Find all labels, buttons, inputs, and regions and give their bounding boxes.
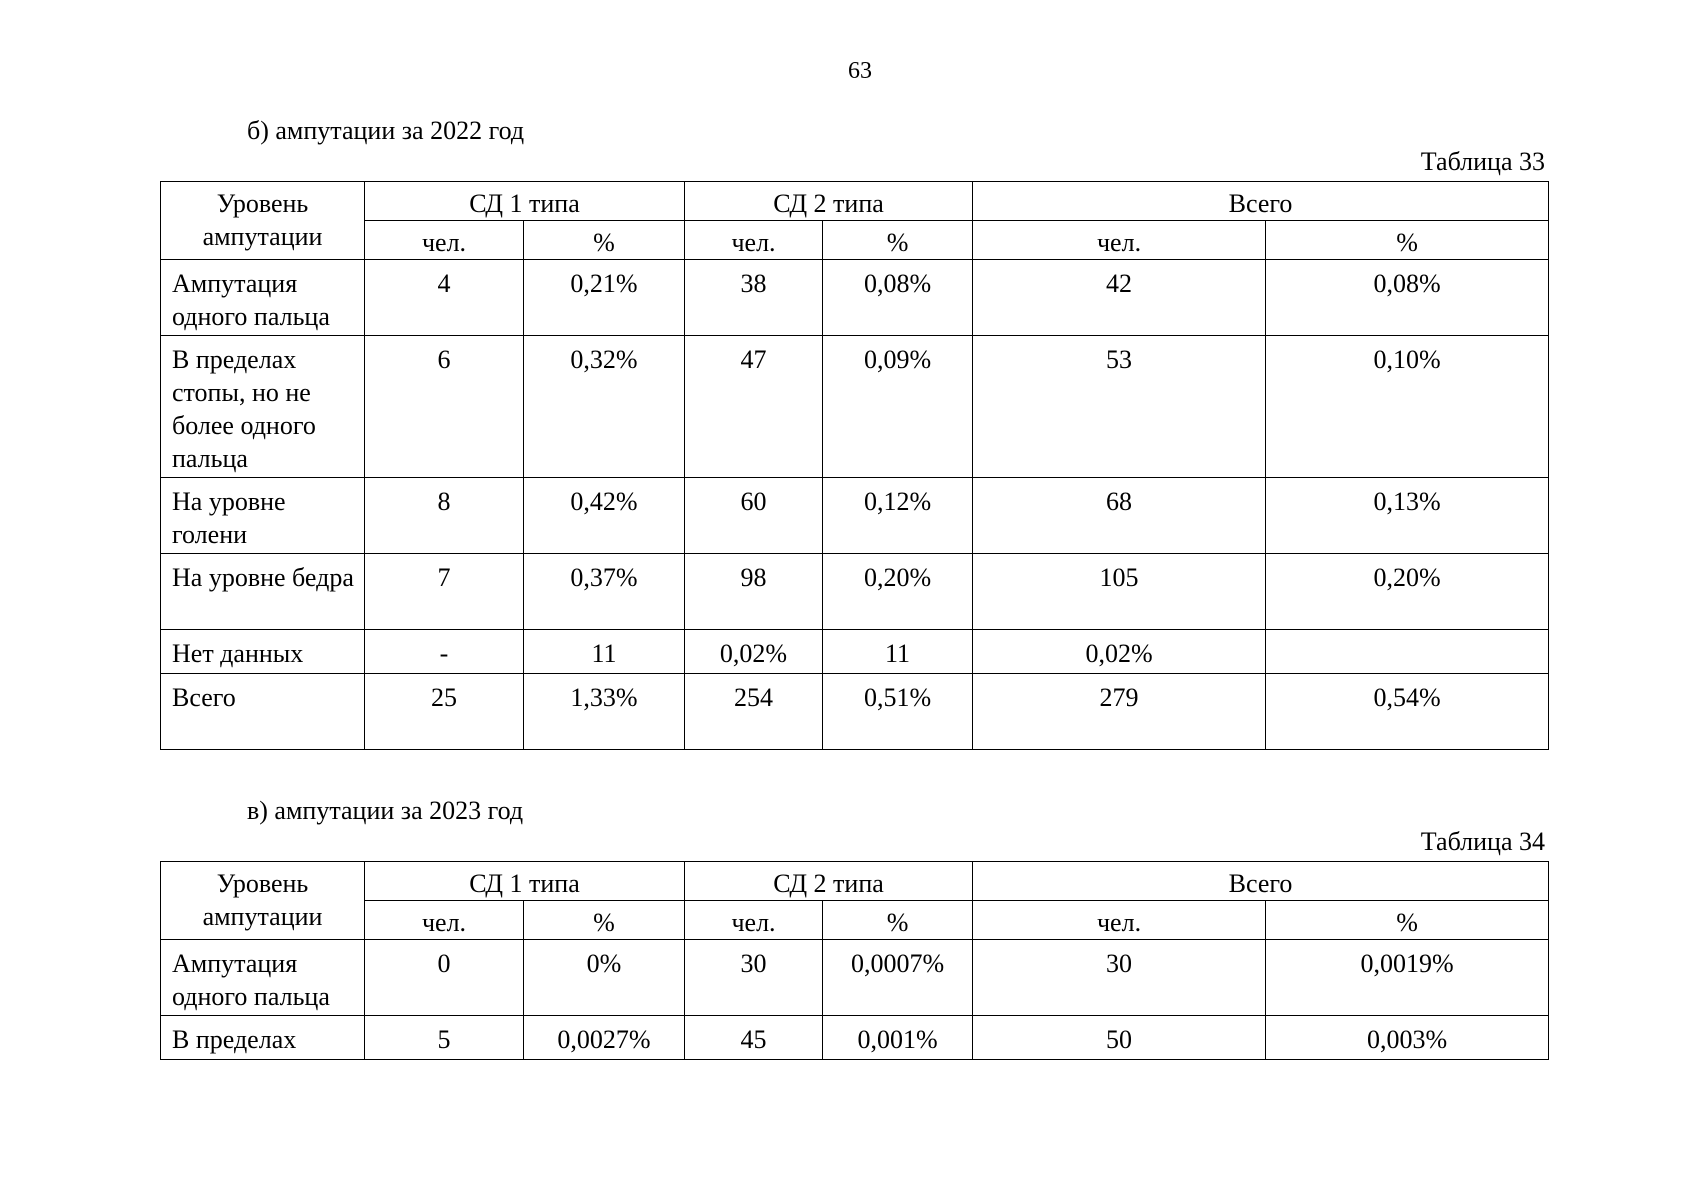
table-cell: 42 bbox=[973, 260, 1266, 336]
column-header-percent: % bbox=[1266, 221, 1549, 260]
table-row bbox=[161, 554, 1549, 630]
column-header-level: Уровень ампутации bbox=[161, 182, 365, 260]
table-cell: 0,12% bbox=[823, 478, 973, 554]
column-header-total: Всего bbox=[973, 182, 1549, 221]
table-row bbox=[161, 478, 1549, 554]
table-row bbox=[161, 260, 1549, 336]
column-header-sd2: СД 2 типа bbox=[685, 862, 973, 901]
row-label: Нет данных bbox=[161, 630, 365, 674]
table-cell: 98 bbox=[685, 554, 823, 630]
table-cell: 4 bbox=[365, 260, 524, 336]
table-cell: 0,37% bbox=[524, 554, 685, 630]
page-number: 63 bbox=[848, 58, 872, 84]
table-cell: 30 bbox=[973, 940, 1266, 1016]
table-cell: 50 bbox=[973, 1016, 1266, 1060]
table-cell: 6 bbox=[365, 336, 524, 478]
table-cell: 0,0019% bbox=[1266, 940, 1549, 1016]
column-header-persons: чел. bbox=[973, 221, 1266, 260]
column-header-persons: чел. bbox=[685, 221, 823, 260]
table-cell: 0,08% bbox=[823, 260, 973, 336]
table-cell bbox=[1266, 630, 1549, 674]
table-cell: 0% bbox=[524, 940, 685, 1016]
table-cell: 0 bbox=[365, 940, 524, 1016]
table-cell: 30 bbox=[685, 940, 823, 1016]
table-cell: 11 bbox=[823, 630, 973, 674]
table-cell: 0,09% bbox=[823, 336, 973, 478]
table-cell: 25 bbox=[365, 674, 524, 750]
table-cell: - bbox=[365, 630, 524, 674]
table-cell: 0,13% bbox=[1266, 478, 1549, 554]
column-header-percent: % bbox=[524, 901, 685, 940]
table-row bbox=[161, 940, 1549, 1016]
table-subheader-row bbox=[161, 221, 1549, 260]
table-cell: 0,10% bbox=[1266, 336, 1549, 478]
table-cell: 0,42% bbox=[524, 478, 685, 554]
table-header-row bbox=[161, 182, 1549, 221]
column-header-total: Всего bbox=[973, 862, 1549, 901]
table-cell: 0,21% bbox=[524, 260, 685, 336]
table-cell: 0,51% bbox=[823, 674, 973, 750]
table-cell: 0,003% bbox=[1266, 1016, 1549, 1060]
column-header-sd1: СД 1 типа bbox=[365, 862, 685, 901]
table-cell: 105 bbox=[973, 554, 1266, 630]
table-label-34: Таблица 34 bbox=[1420, 827, 1545, 856]
row-label: Ампутация одного пальца bbox=[161, 940, 365, 1016]
section-heading-2022: б) ампутации за 2022 год bbox=[247, 116, 525, 145]
table-cell: 0,20% bbox=[823, 554, 973, 630]
table-cell: 1,33% bbox=[524, 674, 685, 750]
column-header-persons: чел. bbox=[365, 901, 524, 940]
amputations-table-2022 bbox=[160, 181, 1549, 750]
table-cell: 5 bbox=[365, 1016, 524, 1060]
row-label: Всего bbox=[161, 674, 365, 750]
table-cell: 0,0007% bbox=[823, 940, 973, 1016]
table-cell: 7 bbox=[365, 554, 524, 630]
section-heading-2023: в) ампутации за 2023 год bbox=[247, 796, 524, 825]
amputations-table-2023 bbox=[160, 861, 1549, 1060]
column-header-persons: чел. bbox=[973, 901, 1266, 940]
column-header-percent: % bbox=[823, 221, 973, 260]
column-header-sd1: СД 1 типа bbox=[365, 182, 685, 221]
table-cell: 53 bbox=[973, 336, 1266, 478]
table-row bbox=[161, 336, 1549, 478]
column-header-persons: чел. bbox=[365, 221, 524, 260]
table-cell: 279 bbox=[973, 674, 1266, 750]
table-row bbox=[161, 630, 1549, 674]
table-cell: 0,20% bbox=[1266, 554, 1549, 630]
column-header-sd2: СД 2 типа bbox=[685, 182, 973, 221]
table-cell: 0,02% bbox=[973, 630, 1266, 674]
table-cell: 68 bbox=[973, 478, 1266, 554]
table-row-total bbox=[161, 674, 1549, 750]
row-label: В пределах стопы, но не более одного пальца bbox=[161, 336, 365, 478]
column-header-percent: % bbox=[823, 901, 973, 940]
table-cell: 0,001% bbox=[823, 1016, 973, 1060]
row-label: Ампутация одного пальца bbox=[161, 260, 365, 336]
row-label: На уровне голени bbox=[161, 478, 365, 554]
table-cell: 0,08% bbox=[1266, 260, 1549, 336]
table-cell: 60 bbox=[685, 478, 823, 554]
table-cell: 38 bbox=[685, 260, 823, 336]
table-cell: 8 bbox=[365, 478, 524, 554]
table-cell: 0,54% bbox=[1266, 674, 1549, 750]
column-header-level: Уровень ампутации bbox=[161, 862, 365, 940]
table-header-row bbox=[161, 862, 1549, 901]
table-subheader-row bbox=[161, 901, 1549, 940]
table-cell: 0,02% bbox=[685, 630, 823, 674]
row-label: На уровне бедра bbox=[161, 554, 365, 630]
table-label-33: Таблица 33 bbox=[1420, 147, 1545, 176]
column-header-percent: % bbox=[524, 221, 685, 260]
table-row bbox=[161, 1016, 1549, 1060]
table-cell: 254 bbox=[685, 674, 823, 750]
table-cell: 11 bbox=[524, 630, 685, 674]
table-cell: 47 bbox=[685, 336, 823, 478]
table-cell: 0,0027% bbox=[524, 1016, 685, 1060]
column-header-persons: чел. bbox=[685, 901, 823, 940]
table-cell: 0,32% bbox=[524, 336, 685, 478]
row-label: В пределах bbox=[161, 1016, 365, 1060]
column-header-percent: % bbox=[1266, 901, 1549, 940]
table-cell: 45 bbox=[685, 1016, 823, 1060]
